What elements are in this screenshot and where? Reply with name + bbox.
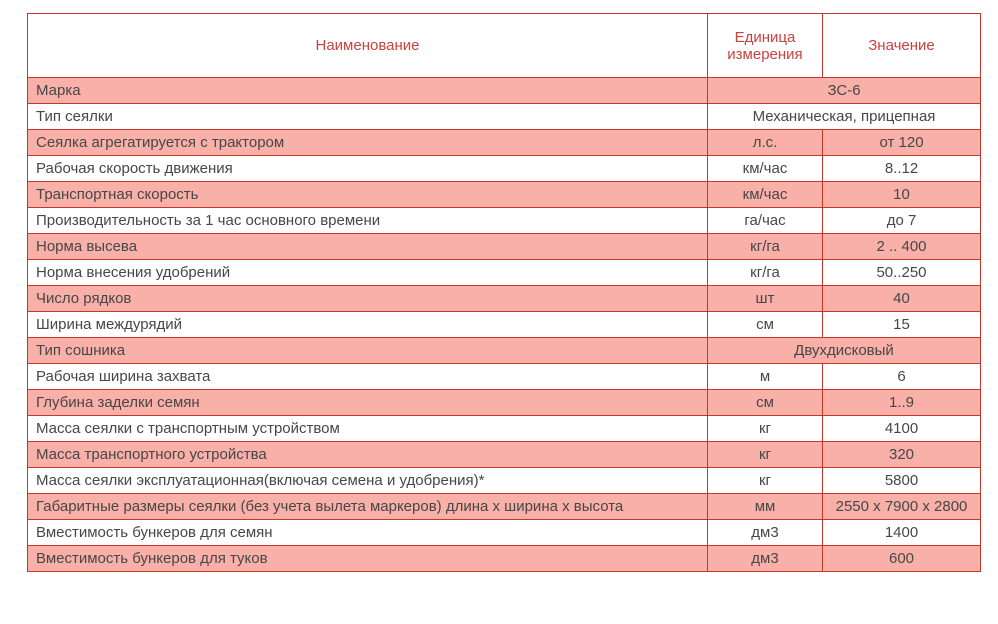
spec-row — [28, 390, 981, 416]
spec-row — [28, 104, 981, 130]
spec-name-cell: Норма высева — [28, 234, 708, 260]
spec-unit-cell: м — [708, 364, 823, 390]
spec-row — [28, 546, 981, 572]
spec-value-cell: 50..250 — [823, 260, 981, 286]
spec-name-cell: Рабочая скорость движения — [28, 156, 708, 182]
spec-name-cell: Число рядков — [28, 286, 708, 312]
spec-value-cell: 15 — [823, 312, 981, 338]
spec-row — [28, 234, 981, 260]
spec-unit-cell: мм — [708, 494, 823, 520]
spec-name-cell: Транспортная скорость — [28, 182, 708, 208]
spec-name-cell: Масса сеялки с транспортным устройством — [28, 416, 708, 442]
spec-row — [28, 286, 981, 312]
spec-row — [28, 260, 981, 286]
spec-unit-cell: кг/га — [708, 234, 823, 260]
spec-value-cell: 320 — [823, 442, 981, 468]
spec-name-cell: Производительность за 1 час основного времени — [28, 208, 708, 234]
spec-row — [28, 130, 981, 156]
spec-row — [28, 156, 981, 182]
spec-unit-cell: кг — [708, 416, 823, 442]
spec-value-cell: Двухдисковый — [708, 338, 981, 364]
spec-value-cell: до 7 — [823, 208, 981, 234]
spec-row — [28, 442, 981, 468]
spec-name-cell: Глубина заделки семян — [28, 390, 708, 416]
spec-value-cell: 1..9 — [823, 390, 981, 416]
spec-row — [28, 78, 981, 104]
spec-row — [28, 364, 981, 390]
spec-row — [28, 520, 981, 546]
spec-value-cell: 1400 — [823, 520, 981, 546]
spec-unit-cell: см — [708, 390, 823, 416]
spec-unit-cell: кг/га — [708, 260, 823, 286]
spec-unit-cell: га/час — [708, 208, 823, 234]
spec-row — [28, 338, 981, 364]
header-name: Наименование — [28, 14, 708, 78]
spec-value-cell: 2 .. 400 — [823, 234, 981, 260]
spec-value-cell: ЗС-6 — [708, 78, 981, 104]
spec-value-cell: 6 — [823, 364, 981, 390]
specs-table — [27, 13, 981, 572]
spec-value-cell: 2550 х 7900 х 2800 — [823, 494, 981, 520]
spec-name-cell: Сеялка агрегатируется с трактором — [28, 130, 708, 156]
spec-name-cell: Масса сеялки эксплуатационная(включая семена и удобрения)* — [28, 468, 708, 494]
spec-unit-cell: кг — [708, 468, 823, 494]
spec-value-cell: 10 — [823, 182, 981, 208]
spec-unit-cell: дм3 — [708, 546, 823, 572]
spec-row — [28, 208, 981, 234]
spec-row — [28, 468, 981, 494]
spec-unit-cell: км/час — [708, 182, 823, 208]
spec-name-cell: Тип сеялки — [28, 104, 708, 130]
spec-unit-cell: шт — [708, 286, 823, 312]
spec-unit-cell: л.с. — [708, 130, 823, 156]
spec-value-cell: 5800 — [823, 468, 981, 494]
header-value: Значение — [823, 14, 981, 78]
spec-value-cell: 40 — [823, 286, 981, 312]
spec-name-cell: Габаритные размеры сеялки (без учета вылета маркеров) длина х ширина х высота — [28, 494, 708, 520]
spec-value-cell: 8..12 — [823, 156, 981, 182]
specs-table-body — [28, 78, 981, 572]
spec-value-cell: 600 — [823, 546, 981, 572]
spec-name-cell: Ширина междурядий — [28, 312, 708, 338]
header-row — [28, 14, 981, 78]
spec-name-cell: Масса транспортного устройства — [28, 442, 708, 468]
spec-value-cell: от 120 — [823, 130, 981, 156]
spec-row — [28, 312, 981, 338]
spec-unit-cell: км/час — [708, 156, 823, 182]
spec-unit-cell: дм3 — [708, 520, 823, 546]
spec-row — [28, 494, 981, 520]
spec-name-cell: Марка — [28, 78, 708, 104]
spec-name-cell: Вместимость бункеров для туков — [28, 546, 708, 572]
spec-unit-cell: см — [708, 312, 823, 338]
spec-name-cell: Рабочая ширина захвата — [28, 364, 708, 390]
spec-name-cell: Тип сошника — [28, 338, 708, 364]
spec-row — [28, 182, 981, 208]
specs-table-header — [28, 14, 981, 78]
spec-value-cell: 4100 — [823, 416, 981, 442]
spec-unit-cell: кг — [708, 442, 823, 468]
spec-name-cell: Норма внесения удобрений — [28, 260, 708, 286]
spec-row — [28, 416, 981, 442]
spec-value-cell: Механическая, прицепная — [708, 104, 981, 130]
header-unit: Единица измерения — [708, 14, 823, 78]
spec-name-cell: Вместимость бункеров для семян — [28, 520, 708, 546]
